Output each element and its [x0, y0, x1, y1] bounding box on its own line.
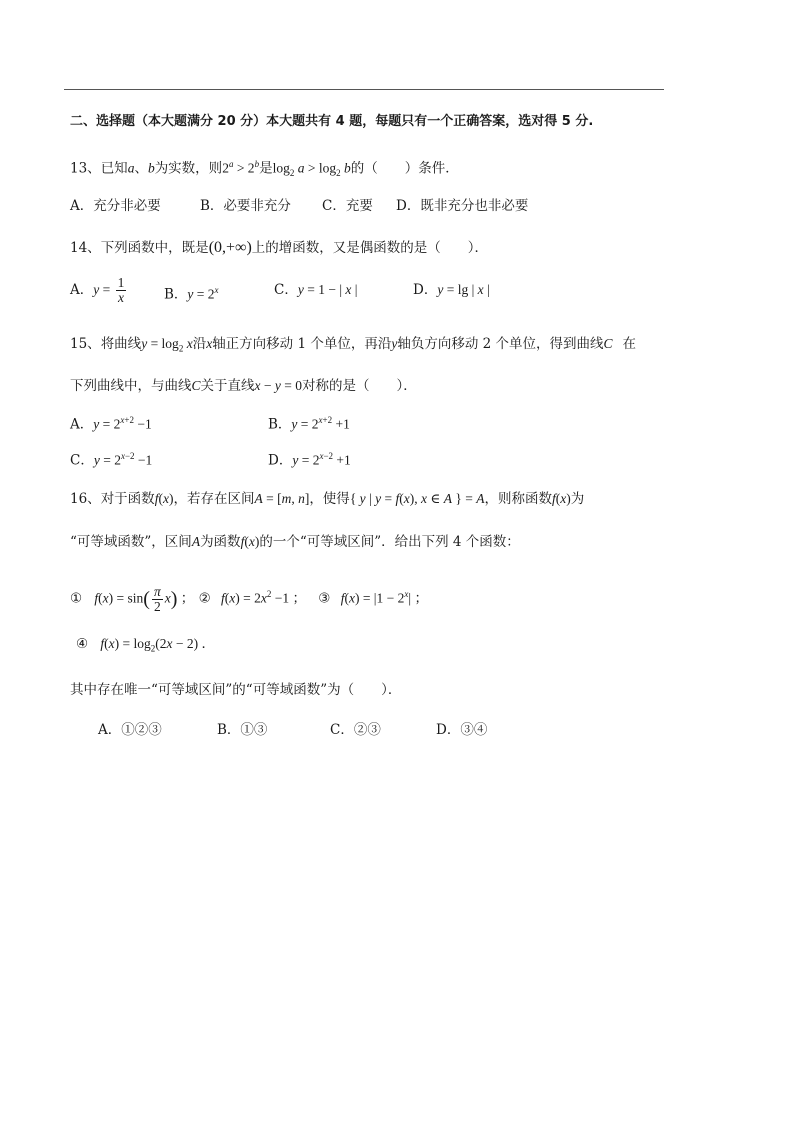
q15-option-c[interactable]: C．$y = 2^{x-2} -1$ [70, 451, 153, 469]
q14-option-c[interactable]: C．y = 1 − | x | [274, 282, 358, 298]
q13-option-b[interactable]: B．必要非充分 [200, 198, 291, 214]
question-16: 16、对于函数f(x)，若存在区间A = [m, n]，使得{ y | y = f(x), x ∈ A } = A，则称函数f(x)为 [70, 491, 585, 507]
q16-functions-row: ① f(x) = sin( $\frac{\pi}{2}$ x) ； ② $f(x) = 2x^2 -1$ ； ③ $f(x) = |1 - 2^x|$ ； [70, 583, 428, 614]
question-16-line2: “可等域函数”，区间A为函数f(x)的一个“可等域区间”．给出下列 4 个函数： [70, 534, 520, 550]
q15-number: 15、 [70, 336, 101, 352]
q16-option-a[interactable]: A．①②③ [98, 722, 162, 738]
question-13: 13、已知a、b为实数，则$2^a > 2^b$是$\log_2 a > \log_2 b$的（ ）条件． [70, 159, 459, 179]
q16-item-2: ② [198, 590, 211, 607]
q15-option-a[interactable]: A．$y = 2^{x+2} -1$ [70, 415, 152, 433]
header-rule [64, 89, 664, 90]
q13-option-a[interactable]: A．充分非必要 [70, 198, 161, 214]
q16-function-4: ④ $f(x) = \log_2(2x - 2)$ ． [76, 636, 216, 654]
q14-option-d[interactable]: D．y = lg | x | [413, 282, 490, 298]
q16-number: 16、 [70, 491, 101, 507]
q16-option-c[interactable]: C．②③ [330, 722, 381, 738]
q14-option-a[interactable]: A．y = $\frac{1}{x}$ [70, 275, 125, 305]
q16-item-4: ④ [76, 636, 89, 652]
q13-option-c[interactable]: C．充要 [322, 198, 373, 214]
question-15-line2: 下列曲线中，与曲线C关于直线x − y = 0对称的是（ ）． [70, 378, 417, 394]
q15-option-b[interactable]: B．$y = 2^{x+2} +1$ [268, 415, 350, 433]
question-15: 15、将曲线$y = \log_2 x$沿x轴正方向移动 1 个单位，再沿y轴负方向移动 2 个单位，得到曲线C 在 [70, 336, 637, 354]
section-heading: 二、选择题（本大题满分 20 分）本大题共有 4 题，每题只有一个正确答案，选对得 5 分. [70, 114, 594, 129]
q14-number: 14、 [70, 240, 101, 256]
q13-option-d[interactable]: D．既非充分也非必要 [396, 198, 529, 214]
q15-option-d[interactable]: D．$y = 2^{x-2} +1$ [268, 451, 351, 469]
question-14: 14、下列函数中，既是(0,+∞)上的增函数，又是偶函数的是（ ）． [70, 239, 489, 256]
q16-option-b[interactable]: B．①③ [217, 722, 268, 738]
q16-option-d[interactable]: D．③④ [436, 722, 488, 738]
q14-option-b[interactable]: B．$y = 2^x$ [164, 285, 219, 303]
q16-item-1: ① [70, 590, 83, 607]
question-16-prompt: 其中存在唯一“可等域区间”的“可等域函数”为（ ）． [70, 682, 402, 698]
q13-number: 13、 [70, 160, 101, 177]
q16-item-3: ③ [318, 590, 331, 607]
